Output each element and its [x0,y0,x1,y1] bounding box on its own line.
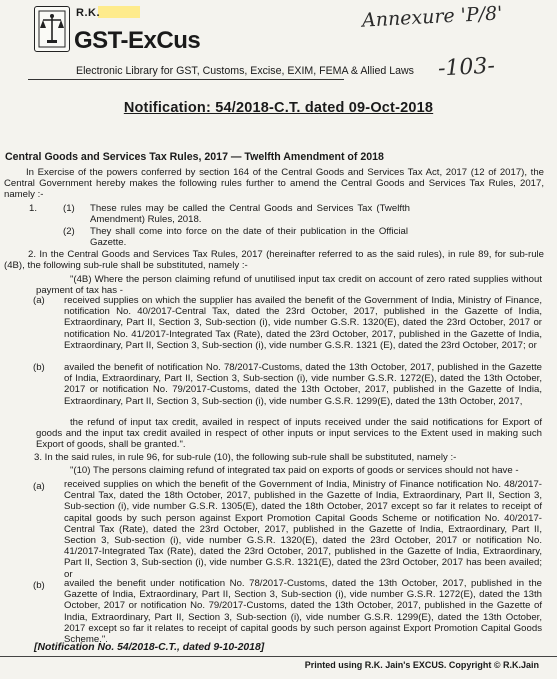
para2-text: 2. In the Central Goods and Services Tax Rules, 2017 (hereinafter referred to as the said rules), in rule 89, for sub-rule (4B), the following sub-rule shall be substituted, namely :- [4,249,544,272]
scales-emblem-icon [34,6,70,52]
para1-item-text: These rules may be called the Central Goods and Services Tax (Twelfth Amendment) Rules, 2018. [90,203,410,226]
highlighter-mark [98,6,140,18]
notification-title: Notification: 54/2018-C.T. dated 09-Oct-2018 [123,100,434,116]
para3-item-num: (a) [33,481,45,492]
para3-text: 3. In the said rules, in rule 96, for sub-rule (10), the following sub-rule shall be substituted, namely :- [34,452,457,463]
intro-paragraph: In Exercise of the powers conferred by section 164 of the Central Goods and Services Tax Act, 2017 (12 of 2017), the Central Government hereby makes the following rules further to amend the Central Goods and Services Tax Rules, 2017, namely :- [4,167,544,201]
para3-quote: "(10) The persons claiming refund of integrated tax paid on exports of goods or services should not have - [70,465,519,476]
para1-item-text: They shall come into force on the date of their publication in the Official Gazette. [90,226,408,249]
para2-item-num: (b) [33,362,45,373]
para2-quote: "(4B) Where the person claiming refund of unutilised input tax credit on account of zero rated supplies without payment of tax has - [36,274,542,297]
para1-item-num: (1) [63,203,75,214]
handwritten-page-number: -103- [437,53,496,82]
rules-subheading: Central Goods and Services Tax Rules, 2017 — Twelfth Amendment of 2018 [5,151,384,163]
brand-tagline: Electronic Library for GST, Customs, Excise, EXIM, FEMA & Allied Laws [76,65,414,77]
para3-item-text: received supplies on which the benefit of the Government of India, Ministry of Finance notification No. 48/2017-Central Tax, dated the 18th October, 2017, published in the Gazette of India, Extraordinary, Part II, Section 3, Sub-section (i), vide number G.S.R. 1305(E), dated the 18th October, 2017 except so far it relates to receipt of capital goods by such person against Export Promotion Capital Goods Scheme or notification No. 40/2017-Central Tax (Rate), dated the 23rd October, 2017, published in the Gazette of India, Extraordinary, Part II, Section 3, Sub-section (i), vide number G.S.R. 1320(E), dated the 23rd October, 2017 or notification No. 41/2017-Integrated Tax (Rate), dated the 23rd October, 2017, published in the Gazette of India, Extraordinary, Part II, Section 3, Sub-section (i), vide number G.S.R. 1321(E), dated the 23rd October, 2017 has been availed; or [64,479,542,580]
para1-item-num: (2) [63,226,75,237]
copyright-footer: Printed using R.K. Jain's EXCUS. Copyright © R.K.Jain [304,660,539,670]
handwritten-annexure: Annexure 'P/8' [361,2,503,32]
brand-small: R.K. [76,7,100,19]
notification-reference: [Notification No. 54/2018-C.T., dated 9-10-2018] [34,642,265,653]
para2-item-num: (a) [33,295,45,306]
para2-tail: the refund of input tax credit, availed in respect of inputs received under the said notifications for Export of goods and the input tax credit availed in respect of other inputs or input services to the Extent used in making such Export of goods, shall be granted.". [36,417,542,451]
para2-item-text: availed the benefit of notification No. 78/2017-Customs, dated the 13th October, 2017, published in the Gazette of India, Extraordinary, Part II, Section 3, Sub-section (i), vide number G.S.R. 1272(E), dated the 13th October, 2017 or notification No. 79/2017-Customs, dated the 13th October, 2017, published in the Gazette of India, Extraordinary, Part II, Section 3, Sub-section (i), vide number G.S.R. 1299(E), dated the 13th October, 2017, [64,362,542,407]
para3-item-num: (b) [33,580,45,591]
footer-divider [0,656,557,657]
header-divider [28,79,344,80]
para3-item-text: availed the benefit under notification No. 78/2017-Customs, dated the 13th October, 2017, published in the Gazette of India, Extraordinary, Part II, Section 3, Sub-section (i), vide number G.S.R. 1272(E), dated the 13th October, 2017 or notification No. 79/2017-Customs, dated the 13th October, 2017, published in the Gazette of India, Extraordinary, Part II, Section 3, Sub-section (i), vide number G.S.R. 1299(E), dated the 13th October, 2017 except so far it relates to receipt of capital goods by such person against Export Promotion Capital Goods Scheme.". [64,578,542,646]
para1-number: 1. [29,203,38,214]
brand-name: GST-ExCus [74,27,201,54]
para2-item-text: received supplies on which the supplier has availed the benefit of the Government of India, Ministry of Finance, notification No. 40/2017-Central Tax, dated the 23rd October, 2017, published in the Gazette of India, Extraordinary, Part II, Section 3, Sub-section (i), vide number G.S.R. 1320(E), dated the 23rd October, 2017 or notification No. 41/2017-Integrated Tax (Rate), dated the 23rd October, 2017, published in the Gazette of India, Extraordinary, Part II, Section 3, Sub-section (i), vide number G.S.R. 1321 (E), dated the 23rd October, 2017; or [64,295,542,351]
